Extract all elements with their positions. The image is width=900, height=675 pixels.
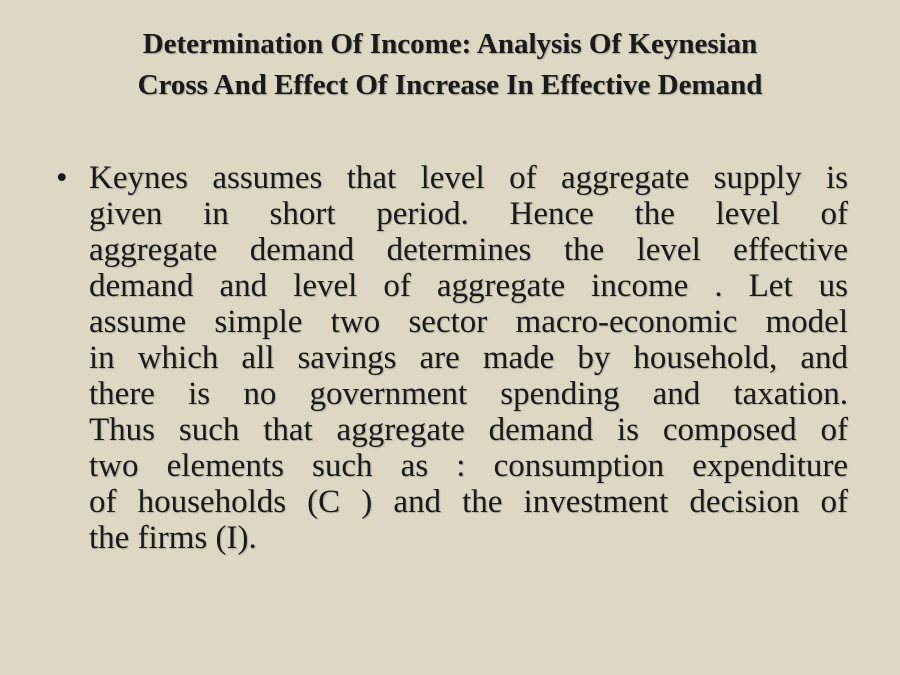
paragraph-line: aggregate demand determines the level effective: [89, 232, 848, 268]
paragraph-line: in which all savings are made by household, and: [89, 340, 848, 376]
paragraph-line: there is no government spending and taxation.: [89, 376, 848, 412]
bullet-list: [56, 160, 848, 556]
paragraph-line: the firms (I).: [89, 520, 257, 556]
slide-title-line: Determination Of Income: Analysis Of Keynesian: [142, 28, 758, 60]
paragraph-line: Thus such that aggregate demand is composed of: [89, 412, 848, 448]
paragraph-line: Keynes assumes that level of aggregate supply is: [89, 160, 848, 196]
paragraph-line: assume simple two sector macro-economic model: [89, 304, 848, 340]
paragraph-line: demand and level of aggregate income . Let us: [89, 268, 848, 304]
bullet-item: [56, 160, 848, 556]
paragraph-line: given in short period. Hence the level of: [89, 196, 848, 232]
slide-title: [40, 24, 860, 106]
bullet-paragraph: [89, 160, 848, 556]
bullet-icon: •: [56, 160, 68, 196]
slide-title-line: Cross And Effect Of Increase In Effective Demand: [137, 69, 763, 101]
paragraph-line: two elements such as : consumption expenditure: [89, 448, 848, 484]
paragraph-line: of households (C ) and the investment decision of: [89, 484, 848, 520]
